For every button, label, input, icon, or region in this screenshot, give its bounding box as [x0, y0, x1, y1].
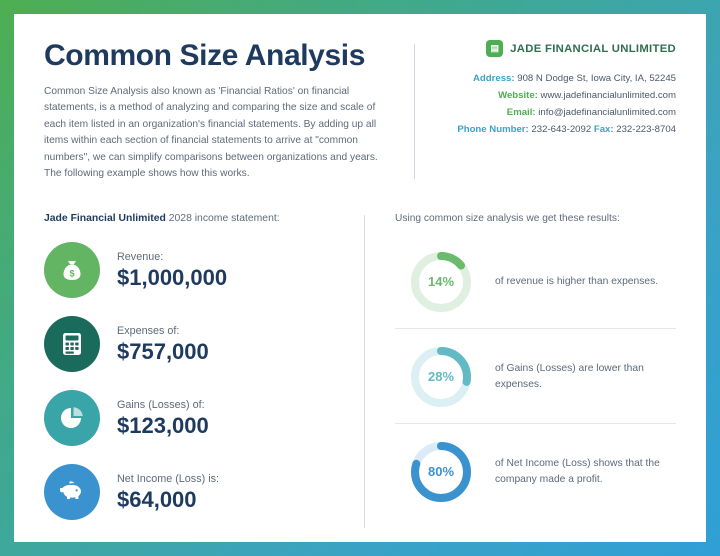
- contact-email-value[interactable]: info@jadefinancialunlimited.com: [538, 107, 676, 119]
- stat-row: [44, 242, 342, 298]
- result-text: of revenue is higher than expenses.: [495, 275, 659, 287]
- income-statement-subtitle: 2028 income statement:: [165, 212, 280, 224]
- svg-text:$: $: [69, 268, 75, 279]
- contact-fax-label: Fax:: [593, 124, 614, 136]
- donut-percent: 28%: [427, 369, 455, 385]
- result-text: of Net Income (Loss) shows that the company made a profit.: [495, 457, 660, 485]
- contact-phone-label: Phone Number:: [457, 124, 529, 136]
- stat-row: [44, 464, 342, 520]
- donut-percent: 80%: [427, 464, 455, 480]
- contact-website-value[interactable]: www.jadefinancialunlimited.com: [540, 90, 676, 102]
- result-row: [395, 244, 676, 328]
- income-statement-company: Jade Financial Unlimited: [44, 212, 166, 224]
- piggy-bank-icon: [44, 464, 100, 520]
- contact-website: [441, 87, 676, 104]
- stat-value: $64,000: [117, 486, 197, 512]
- contact-website-label: Website:: [498, 90, 538, 102]
- income-statement-heading: [44, 213, 342, 224]
- calculator-icon: [44, 316, 100, 372]
- donut-chart: [409, 440, 473, 504]
- stat-row: [44, 390, 342, 446]
- page-title: Common Size Analysis: [44, 39, 365, 72]
- income-statement-column: [44, 213, 364, 538]
- stat-label: Gains (Losses) of:: [117, 398, 205, 411]
- contact-phone: [441, 121, 676, 138]
- company-logo-icon: ▤: [486, 40, 503, 57]
- stat-label: Revenue:: [117, 250, 164, 263]
- stat-value: $123,000: [117, 412, 209, 438]
- header: [44, 40, 676, 197]
- donut-chart: [409, 345, 473, 409]
- stat-value: $1,000,000: [117, 264, 228, 290]
- result-row: [395, 423, 676, 518]
- contact-address-value: 908 N Dodge St, Iowa City, IA, 52245: [517, 73, 676, 84]
- results-column: [365, 213, 676, 538]
- contact-phone-value: 232-643-2092: [531, 124, 592, 136]
- company-name: JADE FINANCIAL UNLIMITED: [510, 42, 676, 55]
- result-text: of Gains (Losses) are lower than expenses.: [495, 362, 644, 390]
- infographic-sheet: [14, 14, 706, 542]
- result-row: [395, 328, 676, 423]
- results-heading: Using common size analysis we get these results:: [395, 212, 620, 224]
- stat-text: [117, 251, 227, 289]
- body: [44, 197, 676, 538]
- money-bag-icon: [44, 242, 100, 298]
- stat-text: [117, 325, 209, 363]
- contact-email: [441, 104, 676, 121]
- contact-fax-value: 232-223-8704: [616, 124, 676, 136]
- stat-label: Net Income (Loss) is:: [117, 472, 220, 485]
- header-right: [415, 40, 676, 183]
- stat-text: [117, 399, 209, 437]
- donut-chart: [409, 250, 473, 314]
- brand: [441, 40, 676, 57]
- stat-value: $757,000: [117, 338, 209, 364]
- contact-address-label: Address:: [472, 73, 515, 84]
- pie-chart-icon: [44, 390, 100, 446]
- header-left: [44, 40, 414, 183]
- contact-email-label: Email:: [506, 107, 536, 119]
- contact-address: [441, 70, 676, 87]
- donut-percent: 14%: [427, 274, 455, 290]
- stat-label: Expenses of:: [117, 324, 180, 337]
- stat-row: [44, 316, 342, 372]
- intro-paragraph: Common Size Analysis also known as 'Financial Ratios' on financial statements, is a method of analyzing and comparing the size and scale of each item listed in an organization's financial statements. By adding up all items within each section of financial statements to arrive at "common numbers", we can simplify comparisons between organizations and years. The following example shows how this works.: [44, 85, 378, 180]
- stat-text: [117, 473, 219, 511]
